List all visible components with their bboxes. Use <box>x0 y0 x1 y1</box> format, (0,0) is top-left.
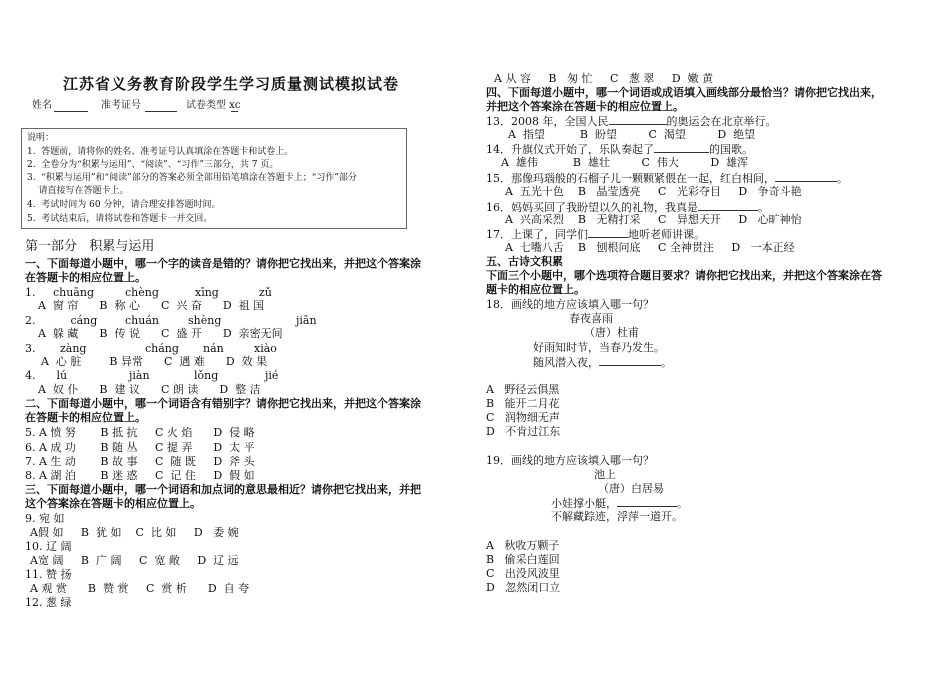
paper-type: 试卷类型 xc <box>186 100 241 111</box>
q17-options[interactable]: A 七嘴八舌 B 刨根问底 C 全神贯注 D 一本正经 <box>505 241 795 254</box>
q12-options[interactable]: A 从 容 B 匆 忙 C 葱 翠 D 嫩 黄 <box>494 72 714 85</box>
q18-option-a[interactable]: A 野径云俱黑 <box>486 383 560 396</box>
instruction-line: 5. 考试结束后，请将试卷和答题卡一并交回。 <box>27 214 213 224</box>
section-three-heading-cont: 这个答案涂在答题卡的相应位置上。 <box>25 497 201 510</box>
section-one-heading: 一、下面每道小题中，哪一个字的读音是错的？请你把它找出来，并把这个答案涂 <box>25 257 421 270</box>
q13-stem-after: 的奥运会在北京举行。 <box>666 115 777 128</box>
q14-stem <box>486 142 753 157</box>
q6-options[interactable]: 6. A 成 功 B 随 丛 C 提 弄 D 太 平 <box>25 441 255 454</box>
q1-pinyin-b: chèng <box>125 286 159 299</box>
q4-pinyin-d: jié <box>265 369 279 382</box>
q19-poem-line1-end: 。 <box>677 497 688 510</box>
instructions-box <box>21 128 407 229</box>
q19-option-d[interactable]: D 忽然闭口立 <box>486 581 561 594</box>
q4-options[interactable]: A 奴 仆 B 建 议 C 朗 读 D 整 洁 <box>38 383 261 396</box>
exam-number-blank[interactable] <box>145 111 177 112</box>
q18-stem: 18．画线的地方应该填入哪一句？ <box>486 298 654 311</box>
q16-blank[interactable] <box>698 200 758 211</box>
section-four-heading-cont: 并把这个答案涂在答题卡的相应位置上。 <box>486 100 684 113</box>
q18-poem-title: 春夜喜雨 <box>569 312 613 325</box>
q19-poem-title: 池上 <box>594 468 616 481</box>
instruction-line: 请直接写在答题卡上。 <box>27 186 129 196</box>
q14-stem-before: 14．升旗仪式开始了，乐队奏起了 <box>486 143 654 156</box>
q12-stem: 12. 葱 绿 <box>25 596 72 609</box>
instruction-line: 2. 全卷分为“积累与运用”、“阅读”、“习作”三部分，共 7 页。 <box>27 160 279 170</box>
q18-poem-line2-end: 。 <box>661 356 672 369</box>
section-three-heading: 三、下面每道小题中，哪一个词语和加点词的意思最相近？请你把它找出来，并把 <box>25 483 421 496</box>
exam-number-label: 准考证号 <box>101 100 141 111</box>
q9-options[interactable]: A假 如 B 犹 如 C 比 如 D 委 婉 <box>30 526 239 539</box>
q19-poem-line1-text: 小娃撑小艇， <box>551 497 617 510</box>
exam-title: 江苏省义务教育阶段学生学习质量测试模拟试卷 <box>63 75 400 93</box>
q18-option-d[interactable]: D 不肯过江东 <box>486 425 561 438</box>
instruction-line: 1. 答题前，请将你的姓名、准考证号认真填涂在答题卡和试卷上。 <box>27 147 294 157</box>
q13-blank[interactable] <box>609 114 667 125</box>
q18-option-c[interactable]: C 润物细无声 <box>486 411 560 424</box>
q1-pinyin-c: xīng <box>195 286 219 299</box>
q13-options[interactable]: A 指望 B 盼望 C 渴望 D 绝望 <box>508 128 756 141</box>
q2-options[interactable]: A 躲 藏 B 传 说 C 盛 开 D 亲密无间 <box>38 327 283 340</box>
q10-stem: 10. 辽 阔 <box>25 540 72 553</box>
q13-stem <box>486 114 777 129</box>
q17-blank[interactable] <box>588 227 628 238</box>
q18-poem-author: （唐）杜甫 <box>584 326 639 339</box>
q9-stem: 9. 宛 如 <box>25 512 65 525</box>
q2-pinyin-a: 2. cáng <box>25 314 98 327</box>
q11-stem: 11. 赞 扬 <box>25 568 72 581</box>
q17-stem-after: 地听老师讲课。 <box>628 228 705 241</box>
section-two-heading: 二、下面每道小题中，哪一个词语含有错别字？请你把它找出来，并把这个答案涂 <box>25 397 421 410</box>
section-four-heading: 四、下面每道小题中，哪一个词语或成语填入画线部分最恰当？请你把它找出来， <box>486 86 882 99</box>
q19-poem-author: （唐）白居易 <box>598 482 664 495</box>
q3-options[interactable]: A 心 脏 B 异常 C 遇 难 D 效 果 <box>41 355 268 368</box>
part-one-title: 第一部分 积累与运用 <box>25 239 155 254</box>
section-five-instruction-cont: 题卡的相应位置上。 <box>486 283 585 296</box>
q14-options[interactable]: A 雄伟 B 雄壮 C 伟大 D 雄浑 <box>501 156 749 169</box>
q4-pinyin-a: 4. lú <box>25 369 68 382</box>
q2-pinyin-b: chuán <box>125 314 159 327</box>
q3-pinyin-d: xiào <box>254 342 277 355</box>
q4-pinyin-c: lǒng <box>194 369 219 382</box>
q19-option-c[interactable]: C 出没风波里 <box>486 567 560 580</box>
q14-blank[interactable] <box>654 142 709 153</box>
q18-poem-line2-text: 随风潜入夜， <box>533 356 599 369</box>
q19-stem: 19．画线的地方应该填入哪一句？ <box>486 454 654 467</box>
section-five-heading: 五、古诗文积累 <box>486 255 563 268</box>
name-label: 姓名 <box>32 100 52 111</box>
q7-options[interactable]: 7. A 生 动 B 故 事 C 随 既 D 斧 头 <box>25 455 255 468</box>
q13-stem-before: 13．2008 年，全国人民 <box>486 115 609 128</box>
q15-blank[interactable] <box>775 171 837 182</box>
q5-options[interactable]: 5. A 愤 努 B 抵 抗 C 火 焰 D 侵 略 <box>25 426 255 439</box>
q17-stem <box>486 227 705 242</box>
q15-options[interactable]: A 五光十色 B 晶莹透亮 C 光彩夺目 D 争奇斗艳 <box>505 185 802 198</box>
q3-pinyin-c: nán <box>203 342 224 355</box>
q19-blank[interactable] <box>617 496 677 507</box>
q19-option-b[interactable]: B 偷采白莲回 <box>486 553 560 566</box>
q15-stem <box>486 171 848 186</box>
q1-pinyin-a: 1. chuāng <box>25 286 94 299</box>
q19-poem-line2: 不解藏踪迹，浮萍一道开。 <box>551 510 683 523</box>
instruction-line: 3. “积累与运用”和“阅读”部分的答案必须全部用铅笔填涂在答题卡上；“习作”部分 <box>27 173 357 183</box>
q14-stem-after: 的国歌。 <box>709 143 753 156</box>
q10-options[interactable]: A宽 阔 B 广 阔 C 宽 敞 D 辽 远 <box>30 554 239 567</box>
section-five-instruction: 下面三个小题中，哪个选项符合题目要求？请你把它找出来，并把这个答案涂在答 <box>486 269 882 282</box>
section-two-heading-cont: 在答题卡的相应位置上。 <box>25 411 146 424</box>
q17-stem-before: 17．上课了，同学们 <box>486 228 588 241</box>
section-one-heading-cont: 在答题卡的相应位置上。 <box>25 271 146 284</box>
q19-option-a[interactable]: A 秋收万颗子 <box>486 539 560 552</box>
q19-poem-line1 <box>551 496 688 511</box>
paper-type-blank[interactable] <box>231 111 238 112</box>
q16-options[interactable]: A 兴高采烈 B 无精打采 C 异想天开 D 心旷神怡 <box>505 213 802 226</box>
instructions-heading: 说明： <box>27 133 55 143</box>
q2-pinyin-d: jiān <box>296 314 317 327</box>
q15-stem-after: 。 <box>837 172 848 185</box>
q16-stem-after: 。 <box>758 201 769 214</box>
q8-options[interactable]: 8. A 湖 泊 B 迷 惑 C 记 住 D 假 如 <box>25 469 255 482</box>
q18-poem-line1: 好雨知时节，当春乃发生。 <box>533 341 665 354</box>
q1-pinyin-d: zǔ <box>259 286 272 299</box>
q2-pinyin-c: shèng <box>188 314 222 327</box>
q3-pinyin-b: cháng <box>145 342 179 355</box>
name-blank[interactable] <box>54 111 88 112</box>
q18-blank[interactable] <box>599 355 661 366</box>
q18-option-b[interactable]: B 能开二月花 <box>486 397 560 410</box>
q1-options[interactable]: A 窗 帘 B 称 心 C 兴 奋 D 祖 国 <box>38 299 265 312</box>
instruction-line: 4. 考试时间为 60 分钟，请合理安排答题时间。 <box>27 200 221 210</box>
q11-options[interactable]: A 观 赏 B 赞 赏 C 赏 析 D 自 夸 <box>30 582 250 595</box>
q16-stem-before: 16．妈妈买回了我盼望以久的礼物，我真是 <box>486 201 698 214</box>
q18-poem-line2 <box>533 355 672 370</box>
q4-pinyin-b: jiàn <box>129 369 150 382</box>
q3-pinyin-a: 3. zàng <box>25 342 87 355</box>
q15-stem-before: 15．那像玛瑙般的石榴子儿一颗颗紧偎在一起，红白相间， <box>486 172 775 185</box>
